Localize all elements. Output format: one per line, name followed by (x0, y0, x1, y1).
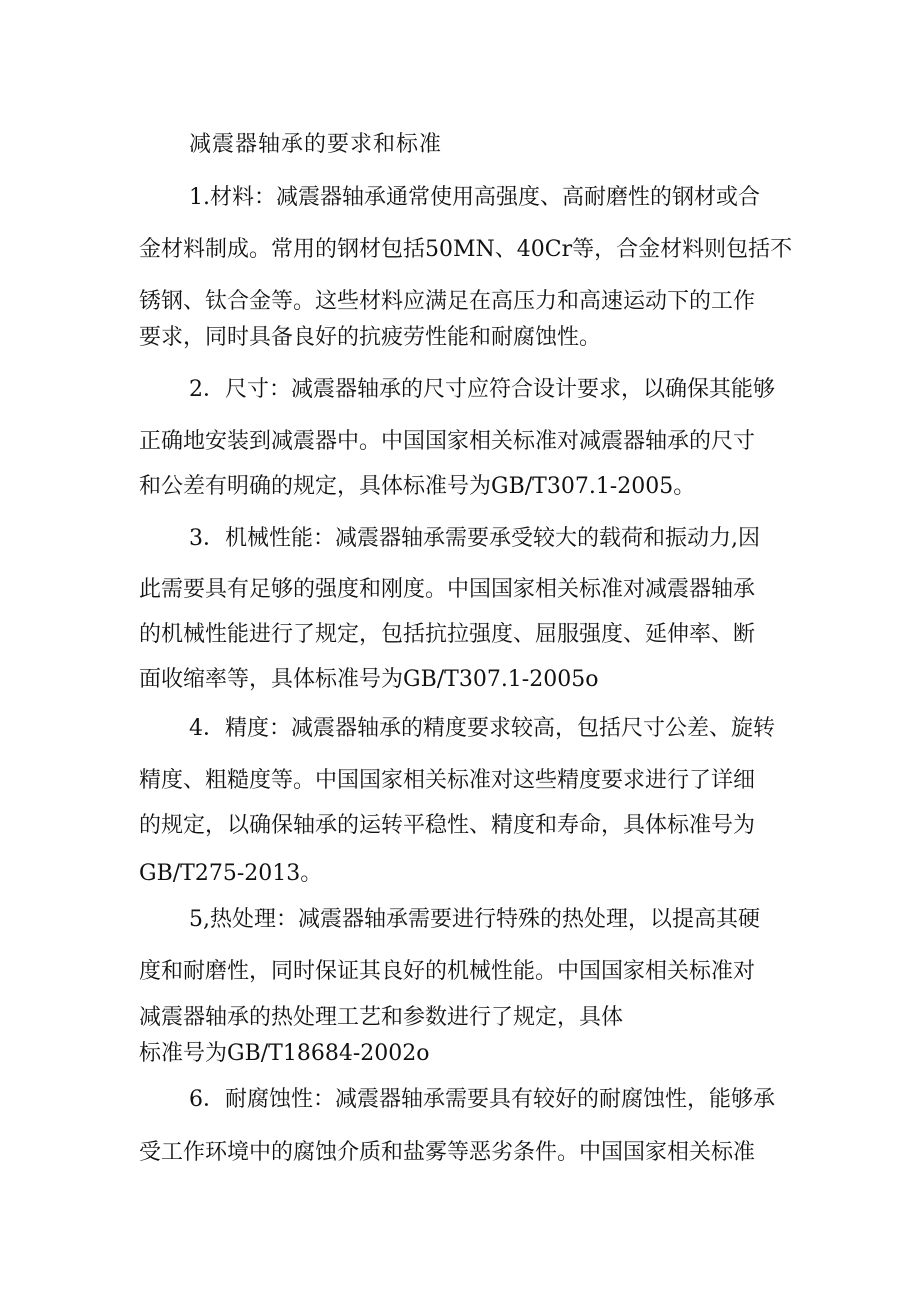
text-line: 金材料制成。常用的钢材包括50MN、40Cr等，合金材料则包括不 (139, 237, 793, 262)
text-line: 的机械性能进行了规定，包括抗拉强度、屈服强度、延伸率、断 (139, 622, 756, 647)
text-line: 3．机械性能：减震器轴承需要承受较大的载荷和振动力,因 (189, 526, 760, 551)
text-line: 要求，同时具备良好的抗疲劳性能和耐腐蚀性。 (139, 325, 602, 350)
text-line: 6．耐腐蚀性：减震器轴承需要具有较好的耐腐蚀性，能够承 (189, 1087, 775, 1112)
text-line: 4．精度：减震器轴承的精度要求较高，包括尺寸公差、旋转 (189, 716, 775, 741)
text-line: 此需要具有足够的强度和刚度。中国国家相关标准对减震器轴承 (139, 577, 756, 602)
text-line: GB/T275-2013。 (139, 861, 323, 886)
text-line: 减震器轴承的热处理工艺和参数进行了规定，具体 (139, 1005, 624, 1030)
text-line: 正确地安装到减震器中。中国国家相关标准对减震器轴承的尺寸 (139, 429, 756, 454)
text-line: 面收缩率等，具体标准号为GB/T307.1-2005o (139, 667, 599, 692)
text-line: 和公差有明确的规定，具体标准号为GB/T307.1-2005。 (139, 474, 696, 499)
text-line: 2．尺寸：减震器轴承的尺寸应符合设计要求，以确保其能够 (189, 377, 775, 402)
text-line: 度和耐磨性，同时保证其良好的机械性能。中国国家相关标准对 (139, 959, 756, 984)
text-line: 精度、粗糙度等。中国国家相关标准对这些精度要求进行了详细 (139, 768, 756, 793)
text-line: 受工作环境中的腐蚀介质和盐雾等恶劣条件。中国国家相关标准 (139, 1140, 756, 1165)
text-line: 标准号为GB/T18684-2002o (139, 1041, 430, 1066)
text-line: 5,热处理：减震器轴承需要进行特殊的热处理，以提高其硬 (189, 907, 760, 932)
text-line: 锈钢、钛合金等。这些材料应满足在高压力和高速运动下的工作 (139, 289, 756, 314)
document-title: 减震器轴承的要求和标准 (189, 132, 443, 157)
text-line: 的规定，以确保轴承的运转平稳性、精度和寿命，具体标准号为 (139, 813, 756, 838)
text-line: 1.材料：减震器轴承通常使用高强度、高耐磨性的钢材或合 (189, 185, 760, 210)
